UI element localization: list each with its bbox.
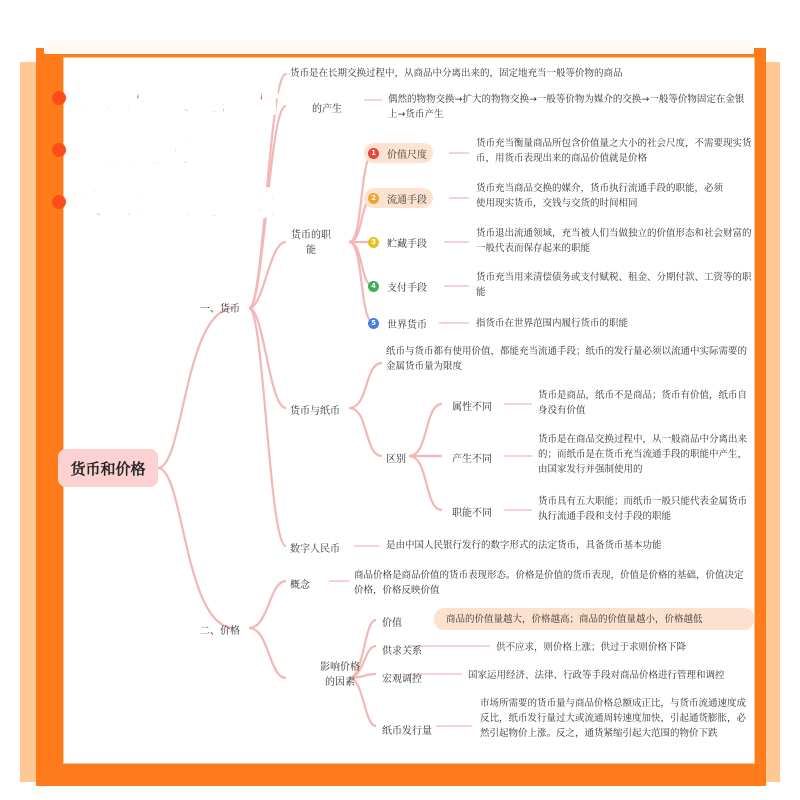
root-node[interactable]: 货币和价格 [58, 449, 158, 487]
digital-rmb-text: 是由中国人民银行发行的数字形式的法定货币，具备货币基本功能 [386, 540, 662, 551]
currency-functions-label[interactable]: 货币的职能 [291, 230, 331, 256]
function-hoarding[interactable] [364, 232, 433, 252]
function-payment[interactable] [364, 276, 433, 296]
factor-value-text: 商品的价值量越大，价格越高；商品的价值量越小，价格越低 [446, 614, 703, 625]
bullet-dot-icon [52, 91, 66, 105]
digital-rmb-label[interactable]: 数字人民币 [290, 544, 340, 555]
number-3-icon: 3 [368, 237, 379, 248]
function-label: 价值尺度 [387, 149, 427, 161]
promo-line-1 [52, 76, 322, 120]
paper-money-label[interactable]: 货币与纸币 [290, 406, 340, 417]
difference-label[interactable]: 区别 [386, 454, 406, 465]
number-5-icon: 5 [368, 318, 379, 329]
promo-text: 关联记忆更高效 [74, 186, 278, 221]
factor-macro-control-label[interactable]: 宏观调控 [382, 674, 422, 685]
factor-supply-demand-text: 供不应求，则价格上涨；供过于求则价格下降 [496, 642, 687, 653]
factor-macro-control-text: 国家运用经济、法律、行政等手段对商品价格进行管理和调控 [468, 670, 725, 681]
function-label: 流通手段 [387, 194, 427, 206]
diff-origin-text: 货币是在商品交换过程中，从一般商品中分离出来的；而纸币是在货币充当流通手段的职能中产生，由国家发行并强制使用的 [538, 434, 748, 475]
number-4-icon: 4 [368, 281, 379, 292]
paper-edge [44, 40, 754, 54]
function-text: 货币充当商品交换的媒介，货币执行流通手段的职能，必须使用现实货币，交钱与交货的时间相同 [476, 183, 724, 209]
branch-currency[interactable]: 一、货币 [200, 304, 240, 315]
number-1-icon: 1 [368, 148, 379, 159]
function-label: 世界货币 [387, 319, 427, 331]
function-text: 货币充当用来清偿债务或支付赋税、租金、分期付款、工资等的职能 [476, 272, 752, 298]
number-2-icon: 2 [368, 193, 379, 204]
function-text: 指货币在世界范围内履行货币的职能 [476, 318, 629, 329]
promo-text: 重点更突出 [74, 134, 220, 169]
paper-money-text: 纸币与货币都有使用价值，都能充当流通手段；纸币的发行量必须以流通中实际需要的金属货币量为限度 [386, 346, 748, 372]
diff-origin-label[interactable]: 产生不同 [452, 454, 492, 465]
diff-attribute-text: 货币是商品，纸币不是商品；货币有价值，纸币自身没有价值 [538, 390, 748, 416]
diff-function-text: 货币具有五大职能；而纸币一般只能代表金属货币执行流通手段和支付手段的职能 [538, 496, 748, 522]
promo-text: 知识框架更清晰 [74, 82, 278, 117]
factor-supply-demand-label[interactable]: 供求关系 [382, 646, 422, 657]
function-label: 支付手段 [387, 282, 427, 294]
factor-money-supply-label[interactable]: 纸币发行量 [382, 726, 432, 737]
price-factors-label[interactable]: 影响价格的因素 [320, 662, 360, 688]
price-concept-text: 商品价格是商品价值的货币表现形态。价格是价值的货币表现，价值是价格的基础，价值决定价格，价格反映价值 [354, 570, 744, 596]
factor-value-label[interactable]: 价值 [382, 618, 402, 629]
diff-attribute-label[interactable]: 属性不同 [452, 402, 492, 413]
function-circulation[interactable] [364, 188, 433, 208]
currency-origin-text: 偶然的物物交换→扩大的物物交换→一般等价物为媒介的交换→一般等价物固定在金银上→货币产生 [388, 94, 745, 120]
function-value-measure[interactable] [364, 143, 433, 163]
branch-price[interactable]: 二、价格 [200, 626, 240, 637]
price-concept-label[interactable]: 概念 [290, 580, 310, 591]
promo-line-3 [52, 180, 322, 224]
bullet-dot-icon [52, 143, 66, 157]
function-text: 货币充当衡量商品所包含价值量之大小的社会尺度，不需要现实货币，用货币表现出来的商品价值就是价格 [476, 138, 752, 164]
currency-origin-label[interactable]: 的产生 [312, 104, 342, 115]
factor-money-supply-text: 市场所需要的货币量与商品价格总额成正比，与货币流通速度成反比，纸币发行量过大或流通周转速度加快，引起通货膨胀，必然引起物价上涨。反之，通货紧缩引起大范围的物价下跌 [480, 698, 747, 739]
bullet-dot-icon [52, 195, 66, 209]
currency-essence-text: 货币是在长期交换过程中，从商品中分离出来的，固定地充当一般等价物的商品 [290, 68, 623, 79]
promo-line-2 [52, 128, 322, 172]
function-world-money[interactable] [364, 313, 433, 333]
function-text: 货币退出流通领域，充当被人们当做独立的价值形态和社会财富的一般代表而保存起来的职能 [476, 228, 752, 254]
diff-function-label[interactable]: 职能不同 [452, 508, 492, 519]
function-label: 贮藏手段 [387, 238, 427, 250]
